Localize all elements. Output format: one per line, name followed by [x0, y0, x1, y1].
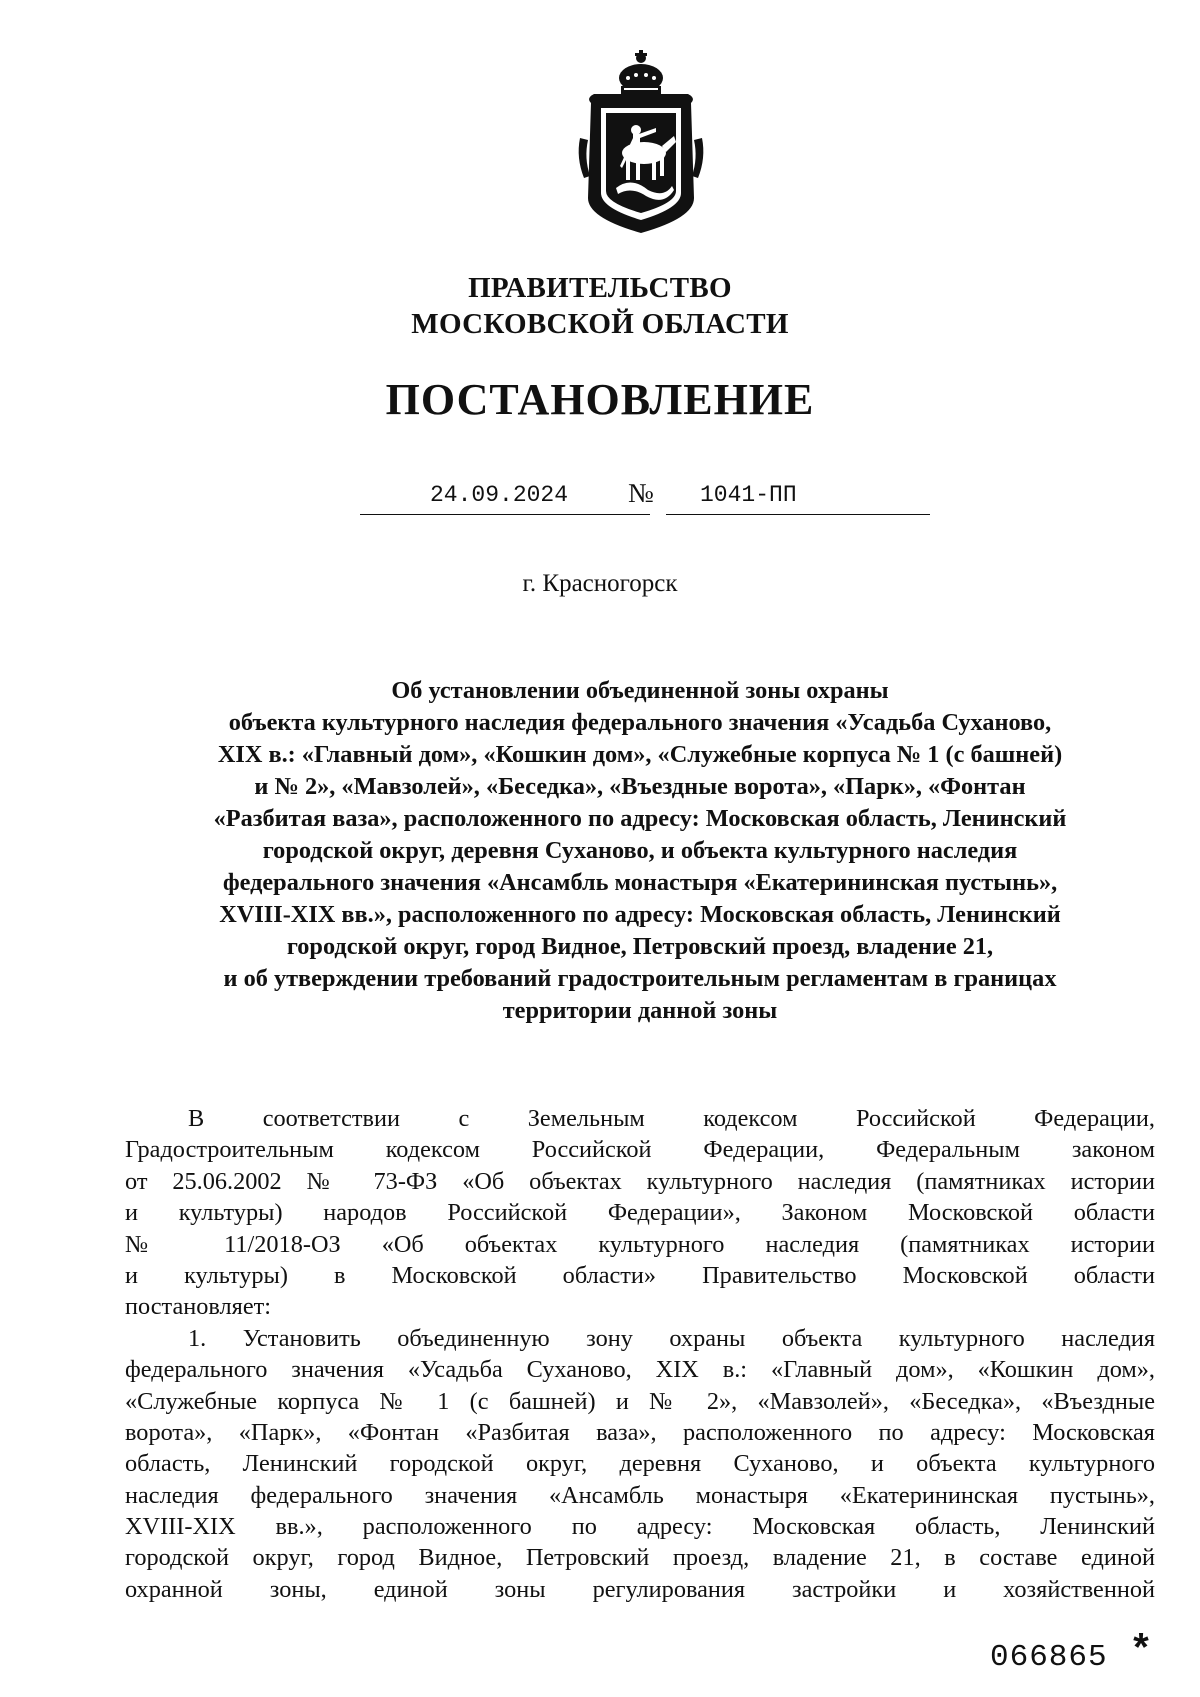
- body-line: ворота», «Парк», «Фонтан «Разбитая ваза», расположенного по адресу: Московская: [125, 1418, 1155, 1446]
- government-name-line2: МОСКОВСКОЙ ОБЛАСТИ: [411, 308, 789, 340]
- document-date: 24.09.2024: [430, 482, 569, 508]
- title-line: территории данной зоны: [502, 997, 778, 1024]
- title-line: XIX в.: «Главный дом», «Кошкин дом», «Служебные корпуса № 1 (с башней): [217, 741, 1063, 768]
- document-type: ПОСТАНОВЛЕНИЕ: [385, 375, 815, 424]
- document-title: [130, 675, 1150, 1027]
- body-line: городской округ, город Видное, Петровский проезд, владение 21, в составе единой: [125, 1544, 1155, 1572]
- government-name-line1: ПРАВИТЕЛЬСТВО: [468, 272, 732, 304]
- body-line: Градостроительным кодексом Российской Федерации, Федеральным законом: [125, 1136, 1155, 1164]
- star-mark: *: [1129, 1630, 1154, 1675]
- title-line: городской округ, деревня Суханово, и объекта культурного наследия: [262, 837, 1018, 864]
- body-line: федерального значения «Усадьба Суханово, XIX в.: «Главный дом», «Кошкин дом»,: [125, 1356, 1155, 1384]
- city: г. Красногорск: [522, 570, 678, 597]
- title-line: и об утверждении требований градостроительным регламентам в границах: [223, 965, 1057, 992]
- title-line: Об установлении объединенной зоны охраны: [391, 677, 889, 704]
- body-line: постановляет:: [125, 1293, 271, 1321]
- document-body: [125, 1103, 1155, 1605]
- document-number: 1041-ПП: [700, 482, 797, 508]
- body-line: область, Ленинский городской округ, деревня Суханово, и объекта культурного: [125, 1450, 1155, 1478]
- title-line: «Разбитая ваза», расположенного по адресу: Московская область, Ленинский: [213, 805, 1067, 832]
- title-line: федерального значения «Ансамбль монастыря «Екатерининская пустынь»,: [222, 869, 1058, 896]
- body-line: «Служебные корпуса № 1 (с башней) и № 2», «Мавзолей», «Беседка», «Въездные: [125, 1387, 1155, 1415]
- title-line: объекта культурного наследия федерального значения «Усадьба Суханово,: [228, 709, 1052, 736]
- body-line: от 25.06.2002 № 73-ФЗ «Об объектах культурного наследия (памятниках истории: [125, 1167, 1155, 1195]
- serial-number: 066865: [990, 1640, 1108, 1675]
- body-line: № 11/2018-ОЗ «Об объектах культурного наследия (памятниках истории: [125, 1230, 1155, 1258]
- body-line: XVIII-XIX вв.», расположенного по адресу: Московская область, Ленинский: [125, 1513, 1155, 1541]
- title-line: и № 2», «Мавзолей», «Беседка», «Въездные ворота», «Парк», «Фонтан: [254, 773, 1026, 800]
- title-line: городской округ, город Видное, Петровский проезд, владение 21,: [286, 933, 994, 960]
- body-line: и культуры) народов Российской Федерации», Законом Московской области: [125, 1199, 1155, 1227]
- body-line: охранной зоны, единой зоны регулирования застройки и хозяйственной: [125, 1575, 1155, 1603]
- body-line: и культуры) в Московской области» Правительство Московской области: [125, 1261, 1155, 1289]
- title-line: XVIII-XIX вв.», расположенного по адресу: Московская область, Ленинский: [219, 901, 1061, 928]
- body-line: 1. Установить объединенную зону охраны объекта культурного наследия: [188, 1324, 1155, 1352]
- number-sign: №: [628, 478, 654, 508]
- body-line: В соответствии с Земельным кодексом Российской Федерации,: [188, 1105, 1155, 1132]
- coat-of-arms-icon: [576, 48, 706, 238]
- body-line: наследия федерального значения «Ансамбль монастыря «Екатерининская пустынь»,: [125, 1481, 1155, 1509]
